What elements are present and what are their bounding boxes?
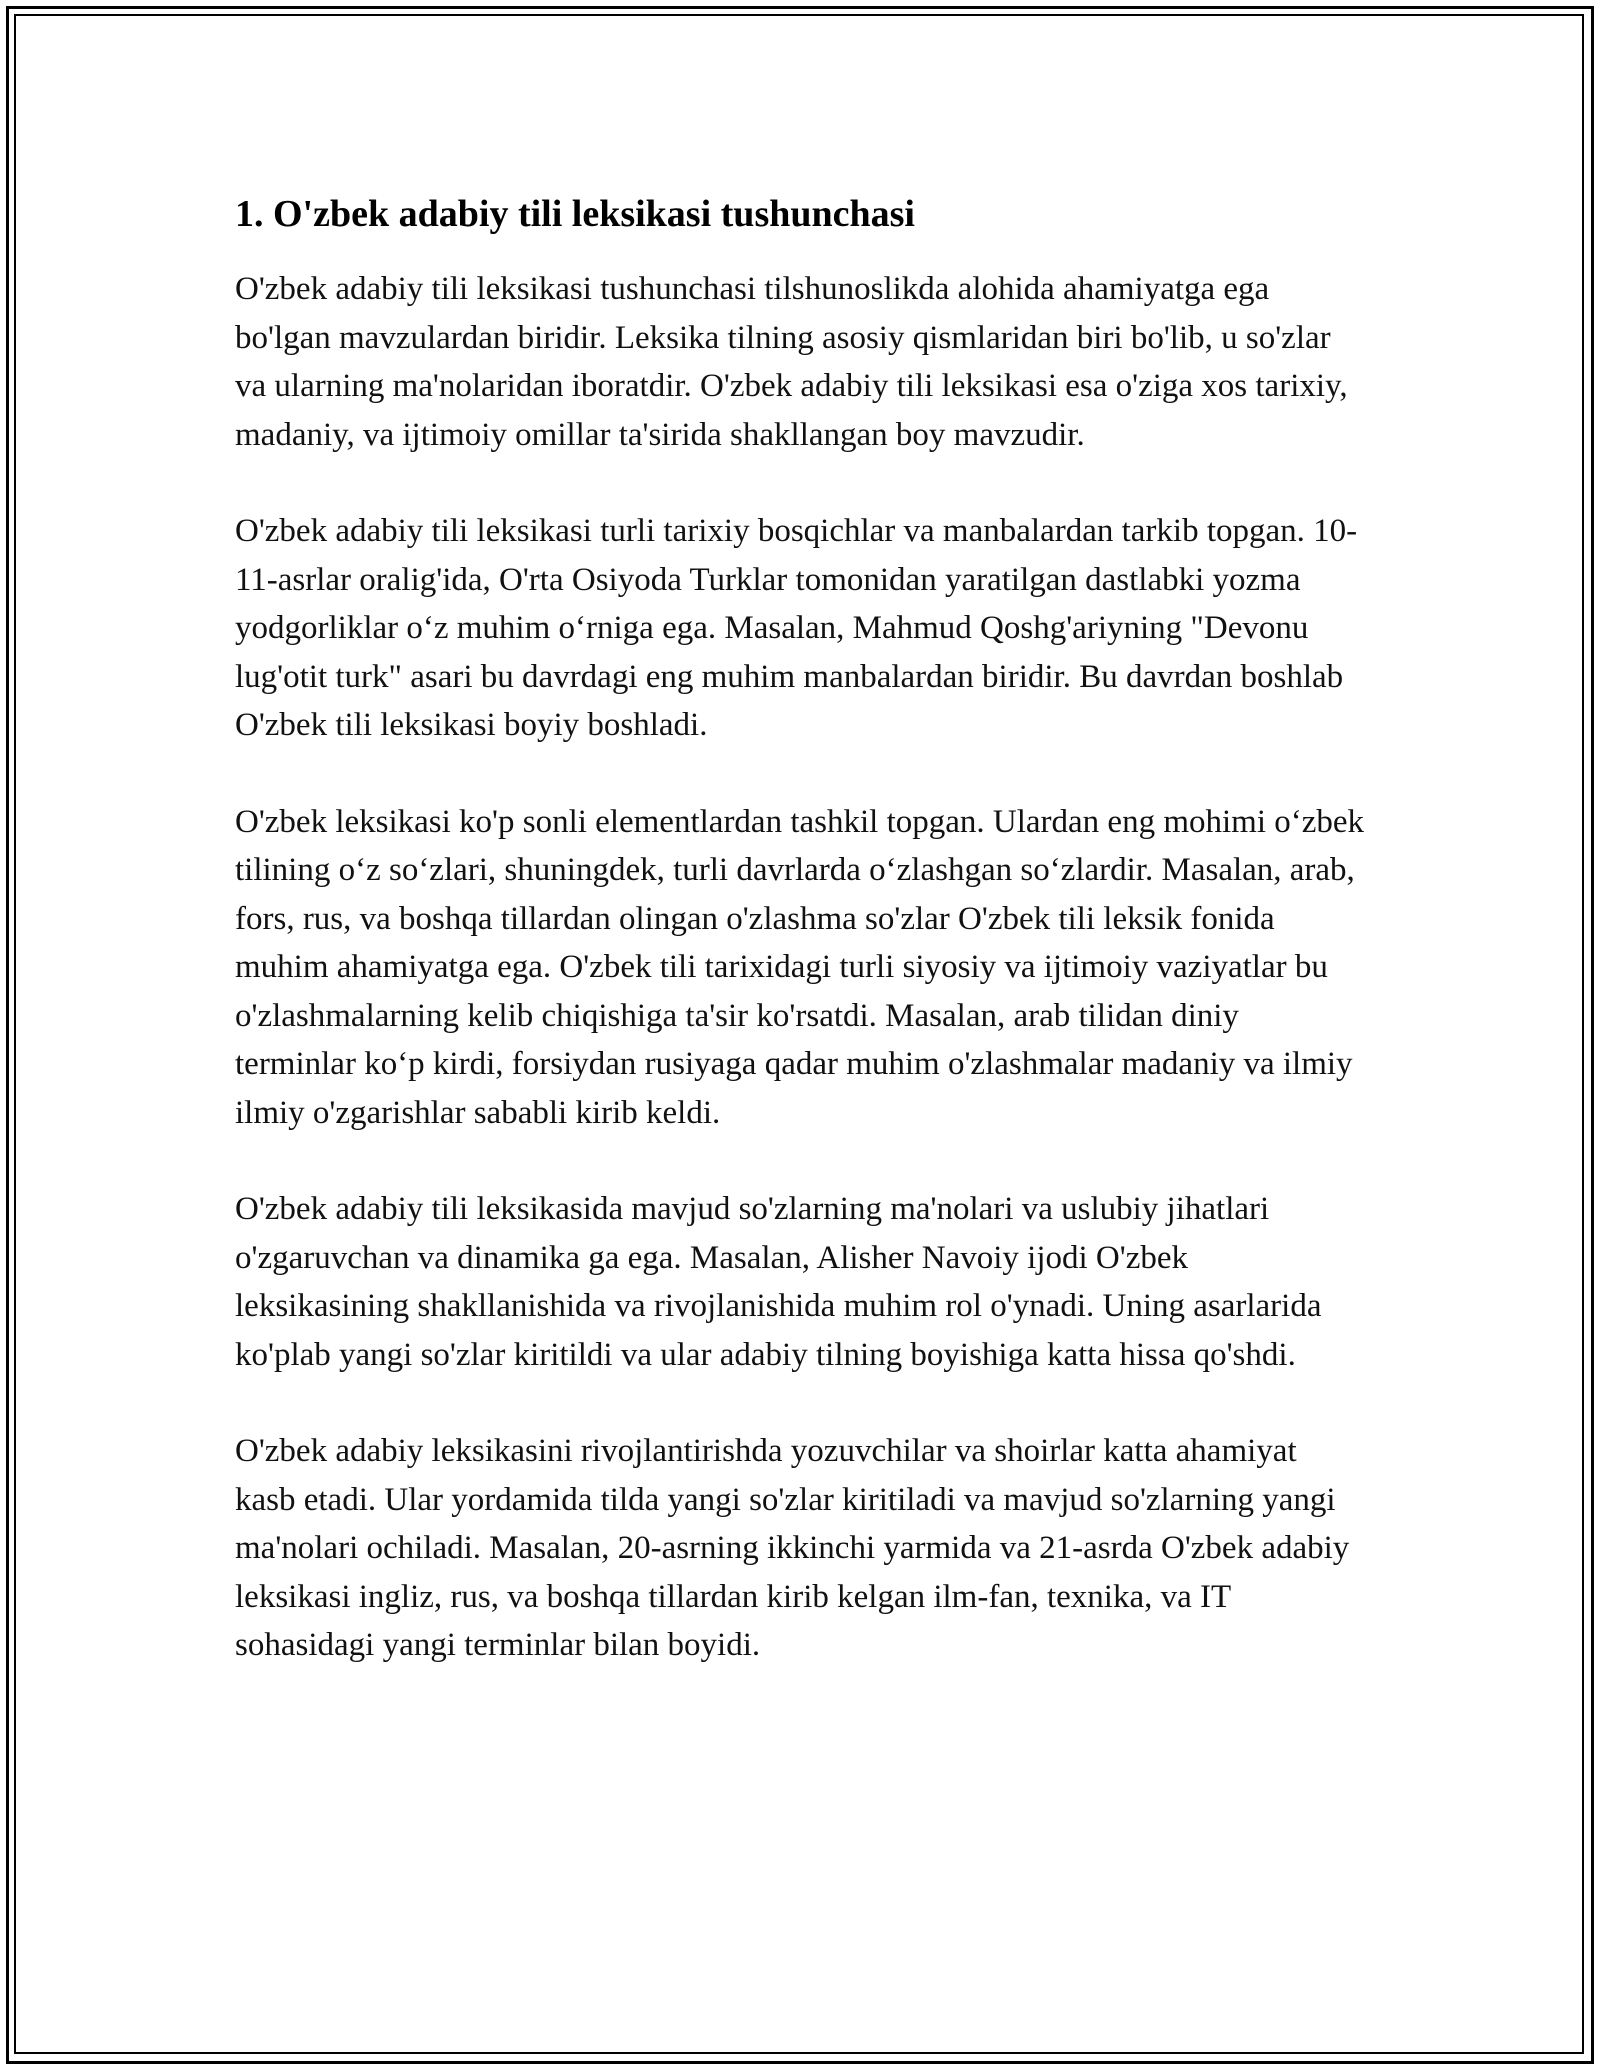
paragraph-4: O'zbek adabiy tili leksikasida mavjud so'zlarning ma'nolari va uslubiy jihatlari o'zgaruvchan va dinamika ga ega. Masalan, Alisher Navoiy ijodi O'zbek leksikasining shakllanishida va rivojlanishida muhim rol o'ynadi. Uning asarlarida ko'plab yangi so'zlar kiritildi va ular adabiy tilning boyishiga katta hissa qo'shdi. (235, 1191, 1322, 1373)
paragraph-3: O'zbek leksikasi ko'p sonli elementlardan tashkil topgan. Ulardan eng mohimi o‘zbek tilining o‘z so‘zlari, shuningdek, turli davrlarda o‘zlashgan so‘zlardir. Masalan, arab, fors, rus, va boshqa tillardan olingan o'zlashma so'zlar O'zbek tili leksik fonida muhim ahamiyatga ega. O'zbek tili tarixidagi turli siyosiy va ijtimoiy vaziyatlar bu o'zlashmalarning kelib chiqishiga ta'sir ko'rsatdi. Masalan, arab tilidan diniy terminlar ko‘p kirdi, forsiydan rusiyaga qadar muhim o'zlashmalar madaniy va ilmiy ilmiy o'zgarishlar sababli kirib keldi. (235, 803, 1365, 1131)
document-body (235, 185, 1365, 1718)
paragraph-1: O'zbek adabiy tili leksikasi tushunchasi tilshunoslikda alohida ahamiyatga ega bo'lgan mavzulardan biridir. Leksika tilning asosiy qismlaridan biri bo'lib, u so'zlar va ularning ma'nolaridan iboratdir. O'zbek adabiy tili leksikasi esa o'ziga xos tarixiy, madaniy, va ijtimoiy omillar ta'sirida shakllangan boy mavzudir. (235, 271, 1348, 453)
paragraph-5: O'zbek adabiy leksikasini rivojlantirishda yozuvchilar va shoirlar katta ahamiyat kasb etadi. Ular yordamida tilda yangi so'zlar kiritiladi va mavjud so'zlarning yangi ma'nolari ochiladi. Masalan, 20-asrning ikkinchi yarmida va 21-asrda O'zbek adabiy leksikasi ingliz, rus, va boshqa tillardan kirib kelgan ilm-fan, texnika, va IT sohasidagi yangi terminlar bilan boyidi. (235, 1433, 1350, 1663)
paragraph-2: O'zbek adabiy tili leksikasi turli tarixiy bosqichlar va manbalardan tarkib topgan. 10-11-asrlar oralig'ida, O'rta Osiyoda Turklar tomonidan yaratilgan dastlabki yozma yodgorliklar o‘z muhim o‘rniga ega. Masalan, Mahmud Qoshg'ariyning "Devonu lug'otit turk" asari bu davrdagi eng muhim manbalardan biridir. Bu davrdan boshlab O'zbek tili leksikasi boyiy boshladi. (235, 513, 1358, 743)
page-title: 1. O'zbek adabiy tili leksikasi tushunchasi (235, 193, 915, 235)
